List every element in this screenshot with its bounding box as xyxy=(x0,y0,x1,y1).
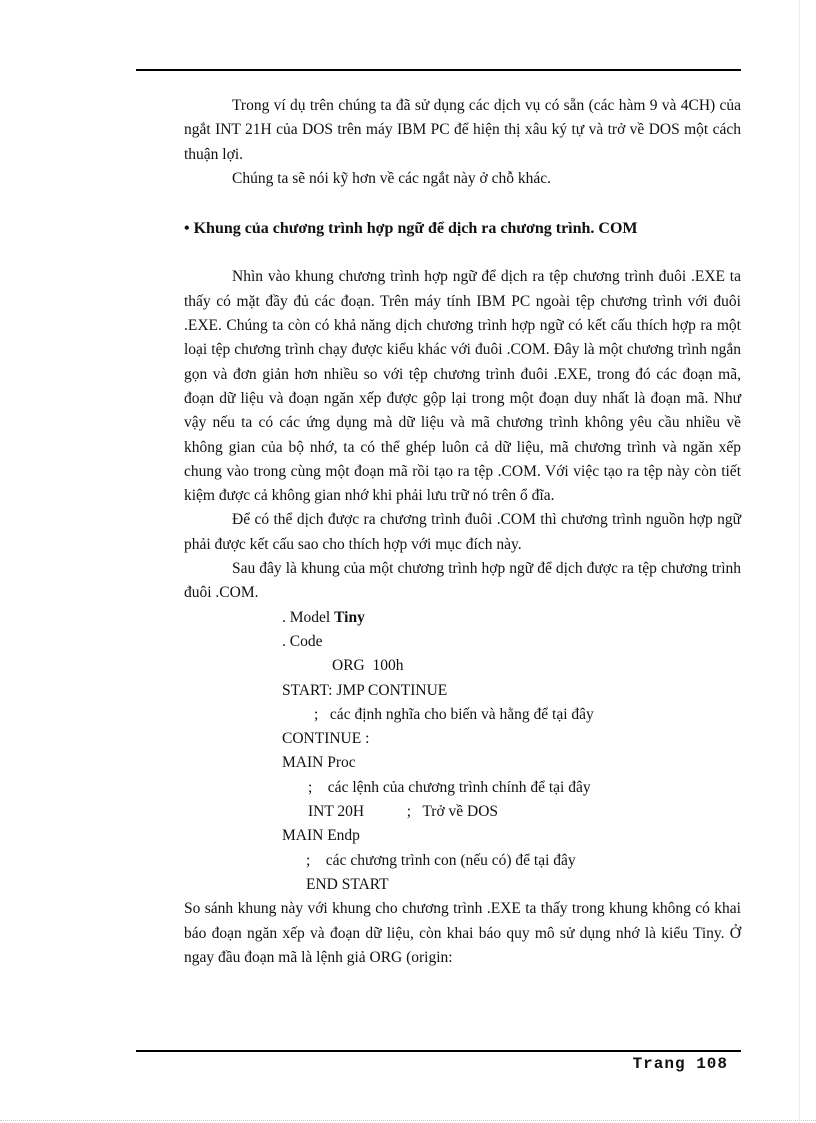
code-model-keyword: . Model xyxy=(282,608,335,626)
paragraph: Sau đây là khung của một chương trình hợp ngữ để dịch được ra tệp chương trình đuôi .COM. xyxy=(184,560,741,602)
code-line xyxy=(184,606,741,630)
page-body xyxy=(184,94,741,970)
paragraph: Để có thể dịch được ra chương trình đuôi .COM thì chương trình nguồn hợp ngữ phải được kết cấu sao cho thích hợp với mục đích này. xyxy=(184,511,741,553)
code-line: MAIN Proc xyxy=(282,754,356,772)
code-line: . Code xyxy=(282,632,323,650)
code-line: ; các lệnh của chương trình chính để tại đây xyxy=(308,778,591,796)
code-line: MAIN Endp xyxy=(282,827,360,845)
bullet-icon: • xyxy=(184,220,190,238)
section-heading xyxy=(184,217,741,241)
code-line: ORG 100h xyxy=(332,657,404,675)
code-model-value: Tiny xyxy=(334,608,365,626)
code-line: ; các chương trình con (nếu có) để tại đây xyxy=(306,851,576,869)
code-line: CONTINUE : xyxy=(282,730,370,748)
page-edge-dotted-line xyxy=(0,1120,816,1121)
header-rule xyxy=(136,69,741,71)
page-edge-vertical-dotted-line xyxy=(799,0,800,1123)
paragraph: Chúng ta sẽ nói kỹ hơn về các ngắt này ở chỗ khác. xyxy=(232,169,551,187)
paragraph: So sánh khung này với khung cho chương trình .EXE ta thấy trong khung không có khai báo đoạn ngăn xếp và đoạn dữ liệu, còn khai báo quy mô sử dụng nhớ là kiểu Tiny. Ở ngay đầu đoạn mã là lệnh giả ORG (origin: xyxy=(184,900,741,966)
code-line: START: JMP CONTINUE xyxy=(282,681,448,699)
code-block xyxy=(184,606,741,898)
paragraph: Trong ví dụ trên chúng ta đã sử dụng các dịch vụ có sẵn (các hàm 9 và 4CH) của ngắt INT 21H của DOS trên máy IBM PC để hiện thị xâu ký tự và trở về DOS một cách thuận lợi. xyxy=(184,97,741,163)
section-heading-text: Khung của chương trình hợp ngữ để dịch ra chương trình. COM xyxy=(193,220,638,238)
page-number: Trang 108 xyxy=(632,1055,728,1073)
code-line: INT 20H ; Trở về DOS xyxy=(308,803,499,821)
code-line: END START xyxy=(306,875,389,893)
code-line: ; các định nghĩa cho biến và hằng để tại đây xyxy=(314,705,594,723)
paragraph: Nhìn vào khung chương trình hợp ngữ để dịch ra tệp chương trình đuôi .EXE ta thấy có mặt đầy đủ các đoạn. Trên máy tính IBM PC ngoài tệp chương trình với đuôi .EXE. Chúng ta còn có khả năng dịch chương trình hợp ngữ có kết cấu thích hợp ra một loại tệp chương trình chạy được kiểu khác với đuôi .COM. Đây là một chương trình ngắn gọn và đơn giản hơn nhiều so với tệp chương trình đuôi .EXE, trong đó các đoạn mã, đoạn dữ liệu và đoạn ngăn xếp được gộp lại trong một đoạn duy nhất là đoạn mã. Như vậy nếu ta có các ứng dụng mà dữ liệu và mã chương trình không yêu cầu nhiều về không gian của bộ nhớ, ta có thể ghép luôn cả dữ liệu, mã chương trình và ngăn xếp chung vào trong cùng một đoạn mã rồi tạo ra tệp .COM. Với việc tạo ra tệp này còn tiết kiệm được cả không gian nhớ khi phải lưu trữ nó trên ổ đĩa. xyxy=(184,268,741,505)
footer-rule xyxy=(136,1050,741,1052)
